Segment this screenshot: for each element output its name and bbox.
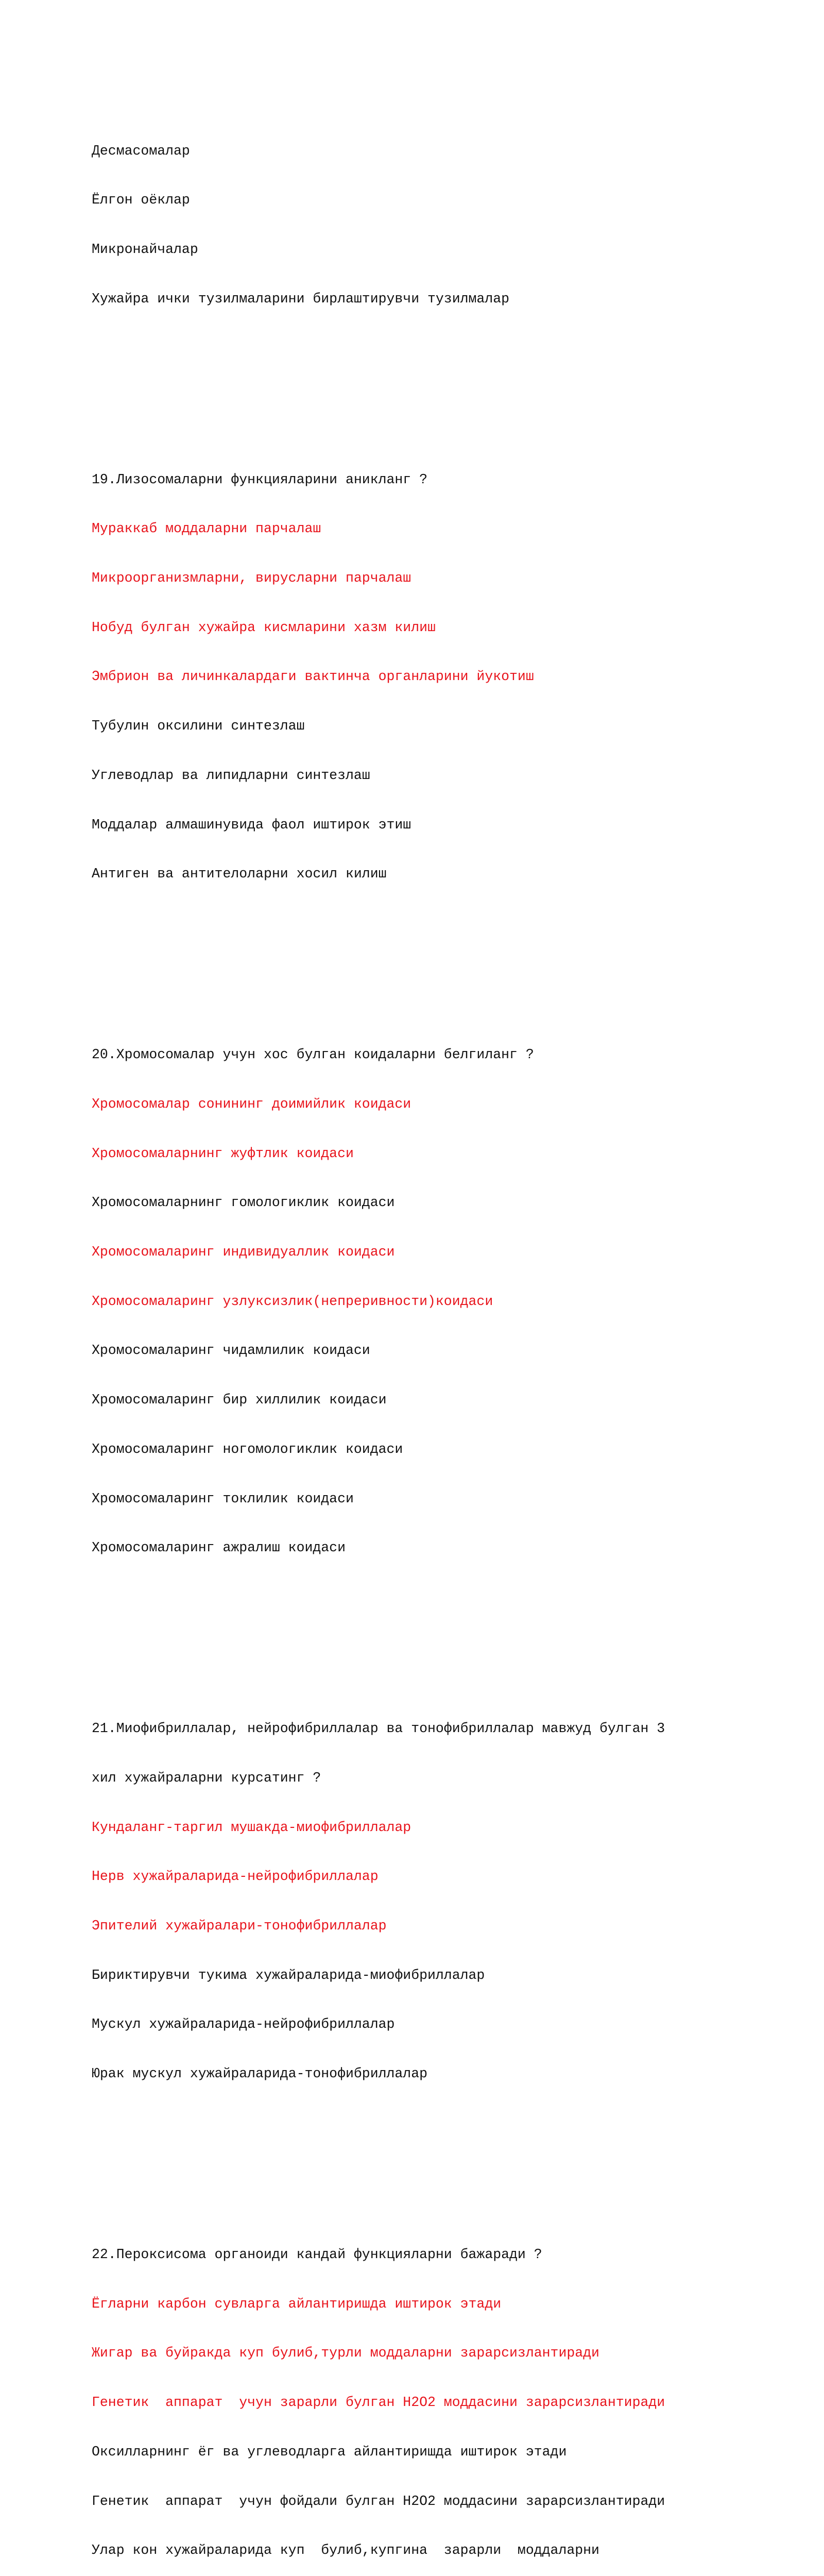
option-line: Хромосомаларинг токлилик коидаси [92,1490,354,1506]
option-line: Хромосомаларинг чидамлилик коидаси [92,1343,370,1359]
question-21 [92,1688,761,2115]
question-19 [92,439,761,916]
option-line: Тубулин оксилини синтезлаш [92,718,305,734]
option-line: Бириктирувчи тукима хужайраларида-миофибриллалар [92,1967,485,1983]
spacer [92,2148,761,2165]
option-line: Нерв хужайраларида-нейрофибриллалар [92,1869,379,1885]
question-title: 21.Миофибриллалар, нейрофибриллалар ва тонофибриллалар мавжуд булган 3 [92,1721,665,1737]
question-title: 22.Пероксисома органоиди кандай функцияларни бажаради ? [92,2247,542,2263]
option-line: Моддалар алмашинувида фаол иштирок этиш [92,817,411,833]
option-line: Генетик аппарат учун зарарли булган Н2О2 моддасини зарарсизлантиради [92,2395,665,2411]
question-title: 19.Лизосомаларни функцияларини аникланг ? [92,471,428,487]
option-line: Хужайра ички тузилмаларини бирлаштирувчи тузилмалар [92,291,510,307]
option-line: Хромосомаларнинг гомологиклик коидаси [92,1195,395,1211]
head-options [92,110,761,341]
document-page [92,77,761,2576]
option-line: Мускул хужайраларида-нейрофибриллалар [92,2016,395,2032]
option-line: Ёгларни карбон сувларга айлантиришда иштирок этади [92,2296,502,2312]
option-line: Жигар ва буйракда куп булиб,турли моддаларни зарарсизлантиради [92,2345,599,2361]
option-line: Хромосомаларинг ногомологиклик коидаси [92,1441,403,1457]
option-line: Эмбрион ва личинкалардаги вактинча органларини йукотиш [92,669,534,685]
spacer [92,373,761,389]
spacer [92,1622,761,1639]
question-title-continued: хил хужайраларни курсатинг ? [92,1770,321,1786]
option-line: Улар кон хужайраларида куп булиб,купгина зарарли моддаларни [92,2543,599,2558]
option-line: Хромосомаларинг индивидуаллик коидаси [92,1244,395,1260]
option-line: Десмасомалар [92,143,190,159]
option-line: Юрак мускул хужайраларида-тонофибриллалар [92,2066,428,2082]
question-20 [92,1014,761,1589]
option-line: Хромосомаларинг узлуксизлик(непреривности)коидаси [92,1293,493,1309]
question-22 [92,2214,761,2576]
option-line: Хромосомаларнинг жуфтлик коидаси [92,1145,354,1161]
option-line: Ёлгон оёклар [92,192,190,208]
option-line: Микронайчалар [92,242,198,258]
option-line: Микроорганизмларни, вирусларни парчалаш [92,570,411,586]
option-line: Оксилларнинг ёг ва углеводларга айлантиришда иштирок этади [92,2444,567,2460]
option-line: Кундаланг-таргил мушакда-миофибриллалар [92,1819,411,1835]
option-line: Генетик аппарат учун фойдали булган Н2О2 моддасини зарарсизлантиради [92,2493,665,2509]
option-line: Нобуд булган хужайра кисмларини хазм килиш [92,619,436,635]
option-line: Хромосомаларинг ажралиш коидаси [92,1540,346,1556]
option-line: Антиген ва антителоларни хосил килиш [92,866,387,882]
option-line: Эпителий хужайралари-тонофибриллалар [92,1918,387,1934]
option-line: Хромосомаларинг бир хиллилик коидаси [92,1392,387,1408]
option-line: Мураккаб моддаларни парчалаш [92,521,321,537]
spacer [92,948,761,965]
option-line: Углеводлар ва липидларни синтезлаш [92,767,370,783]
option-line: Хромосомалар сонининг доимийлик коидаси [92,1096,411,1112]
question-title: 20.Хромосомалар учун хос булган коидаларни белгиланг ? [92,1047,534,1063]
